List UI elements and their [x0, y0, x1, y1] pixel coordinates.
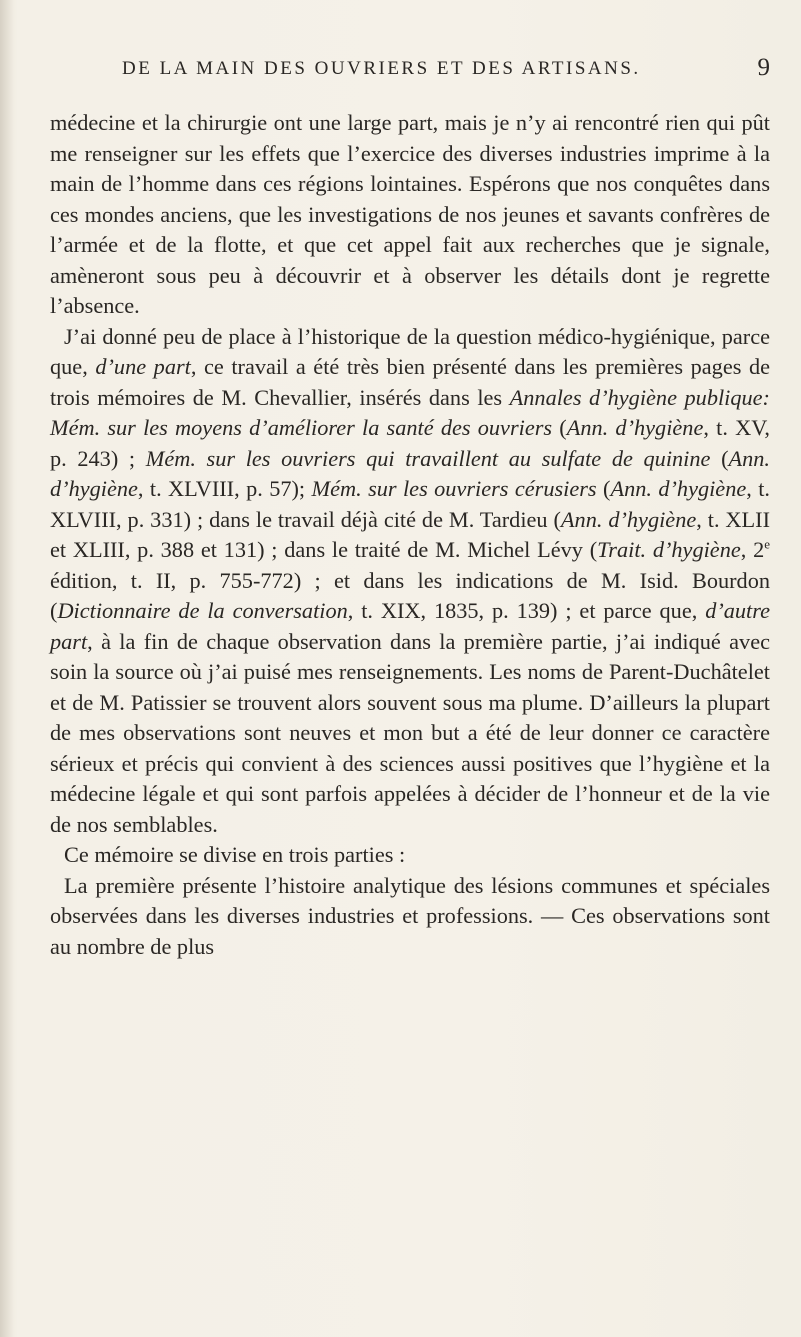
text-run: La première présente l’histoire analytique des lésions communes et spéciales observées dans les diverses industries et professions. — Ces observations sont au nombre de plus	[50, 872, 770, 959]
text-run: , à la fin de chaque observation dans la première partie, j’ai indiqué avec soin la source où j’ai puisé mes renseignements. Les noms de Parent-Duchâtelet et de M. Patissier se trouvent alors souvent sous ma plume. D’ailleurs la plupart de mes observations sont neuves et mon but a été de leur donner ce caractère sérieux et précis qui convient à des sciences aussi positives que l’hygiène et la médecine légale et qui sont parfois appelées à décider de l’honneur et de la vie de nos semblables.	[50, 628, 770, 837]
superscript: e	[764, 536, 771, 552]
running-title: DE LA MAIN DES OUVRIERS ET DES ARTISANS.	[122, 58, 641, 79]
italic-run: Ann. d’hygiène	[560, 506, 697, 532]
text-run: , t. XV, p. 243) ;	[50, 415, 771, 471]
italic-run: Ann. d’hygiène	[566, 415, 704, 440]
running-head	[70, 54, 770, 94]
text-run: , 2	[740, 537, 765, 562]
text-run: , t. XLVIII, p. 331) ; dans le travail déjà cité de M. Tardieu (	[50, 476, 770, 532]
text-run: édition, t. II, p. 755-772) ; et dans les indications de M. Isid. Bourdon (	[50, 567, 770, 623]
text-run: , t. XLVIII, p. 57);	[137, 476, 312, 501]
page-number: 9	[757, 54, 770, 81]
text-run: , t. XIX, 1835, p. 139) ; et parce que,	[347, 598, 706, 623]
paragraph-1	[50, 108, 770, 322]
text-run: , ce travail a été très bien présenté dans les premières pages de trois mémoires de M. Chevallier, insérés dans les	[50, 354, 771, 410]
text-run: (	[552, 415, 567, 440]
italic-run: Mém. sur les ouvriers cérusiers	[311, 476, 597, 501]
italic-run: Ann. d’hygiène	[610, 476, 747, 501]
text-run: J’ai donné peu de place à l’historique de la question médico-hygiénique, parce que,	[50, 323, 770, 379]
text-run: , t. XLII et XLIII, p. 388 et 131) ; dans le traité de M. Michel Lévy (	[50, 506, 771, 562]
italic-run: d’autre part	[50, 598, 770, 654]
italic-run: Ann. d’hygiène	[50, 445, 770, 501]
paragraph-4	[50, 871, 770, 963]
text-run: (	[710, 445, 729, 471]
spine-shadow	[0, 0, 14, 1337]
italic-run: Dictionnaire de la conversation	[57, 598, 348, 623]
text-run: (	[596, 476, 611, 501]
body-text	[50, 108, 770, 962]
paragraph-2	[50, 322, 770, 841]
text-run: médecine et la chirurgie ont une large part, mais je n’y ai rencontré rien qui pût me renseigner sur les effets que l’exercice des diverses industries imprime à la main de l’homme dans ces régions lointaines. Espérons que nos conquêtes dans ces mondes anciens, que les investigations de nos jeunes et savants confrères de l’armée et de la flotte, et que cet appel fait aux recherches que je signale, amèneront sous peu à découvrir et à observer les détails dont je regrette l’absence.	[50, 110, 770, 318]
italic-run: Annales d’hygiène publique: Mém. sur les moyens d’améliorer la santé des ouvriers	[50, 384, 770, 440]
italic-run: Mém. sur les ouvriers qui travaillent au sulfate de quinine	[145, 445, 711, 471]
italic-run: Trait. d’hygiène	[597, 537, 741, 562]
text-run: Ce mémoire se divise en trois parties :	[64, 842, 406, 867]
paragraph-3	[50, 840, 770, 871]
italic-run: d’une part	[95, 354, 191, 379]
